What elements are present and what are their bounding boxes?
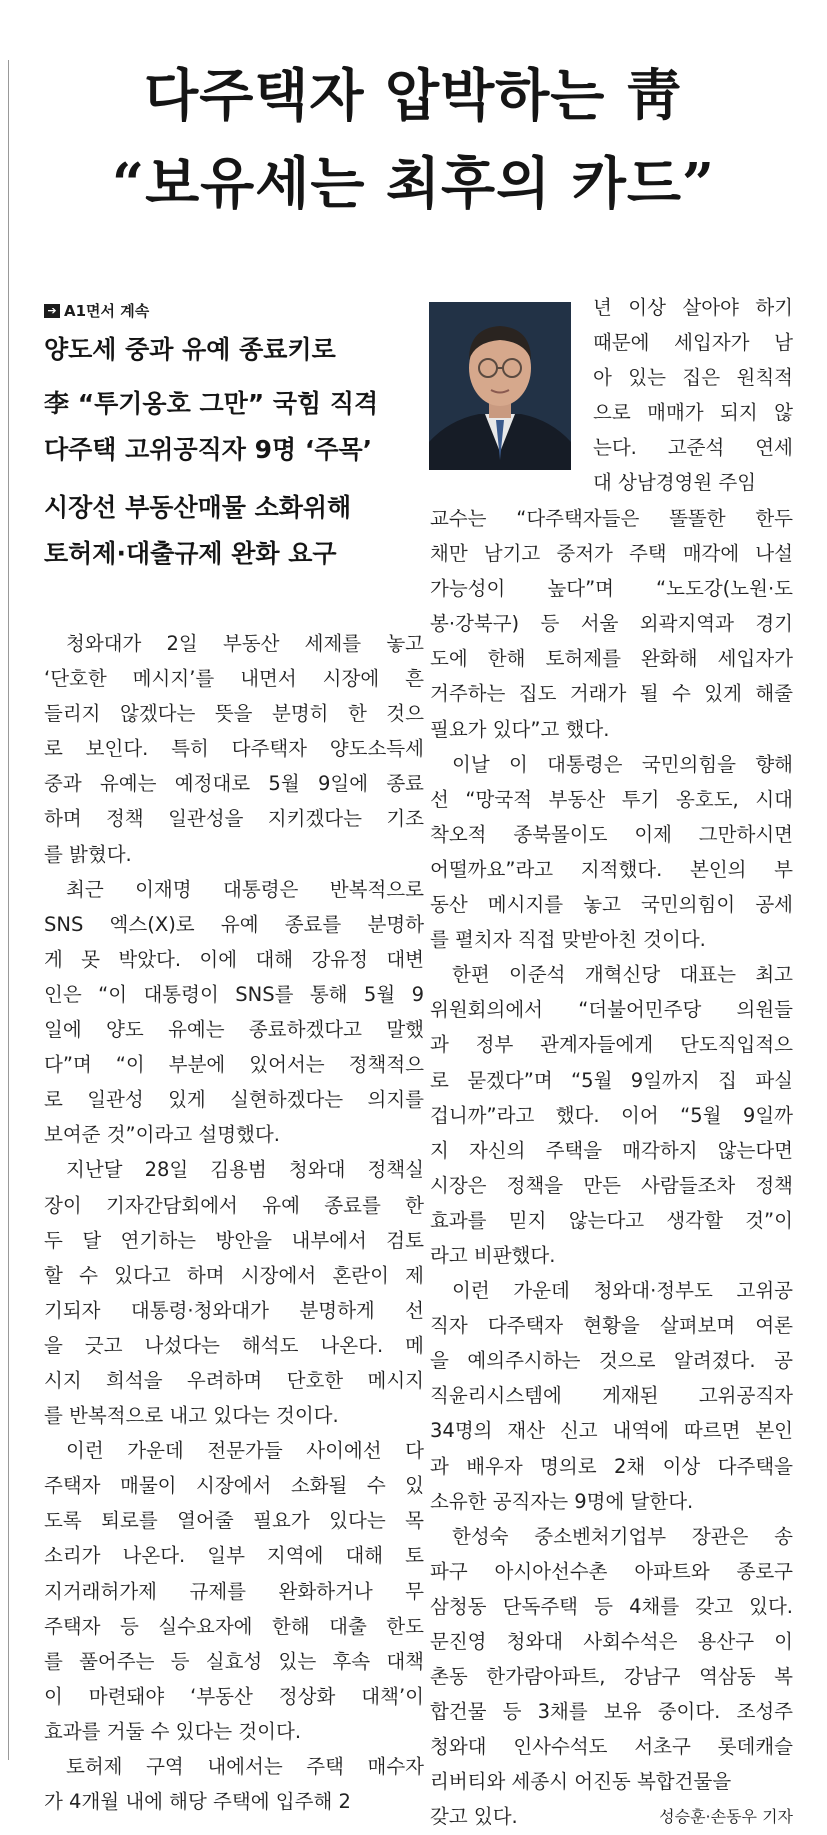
article-line-text: 위원회의에서 “더불어민주당 의원들 [430, 998, 793, 1022]
article-line-text: 이런 가운데 청와대·정부도 고위공 [452, 1279, 793, 1303]
article-line-text: 한성숙 중소벤처기업부 장관은 송 [452, 1524, 793, 1548]
article-line [44, 801, 424, 836]
article-line [44, 661, 424, 696]
article-line [44, 1047, 424, 1082]
article-line [430, 641, 793, 676]
subhead-3: 다주택 고위공직자 9명 ‘주목’ [44, 435, 373, 464]
subhead-2: 李 “투기옹호 그만” 국힘 직격 [44, 389, 379, 418]
article-line [44, 1082, 424, 1117]
subhead-5: 토허제·대출규제 완화 요구 [44, 539, 337, 568]
article-line-text: 파구 아시아선수촌 아파트와 종로구 [430, 1559, 793, 1583]
article-line-text: 직자 다주택자 현황을 살펴보며 여론 [430, 1314, 793, 1338]
article-line [430, 1098, 793, 1133]
article-left-column [44, 626, 424, 1819]
article-line [44, 1188, 424, 1223]
article-line-text: 갖고 있다. [430, 1805, 518, 1829]
article-line-text: 채만 남기고 중저가 주택 매각에 나설 [430, 542, 793, 566]
article-line [44, 1433, 424, 1468]
article-line [430, 712, 793, 747]
article-line-text: 기되자 대통령·청와대가 분명하게 선 [44, 1298, 424, 1322]
article-line-text: 지난달 28일 김용범 청와대 정책실 [66, 1158, 424, 1182]
article-line [430, 1063, 793, 1098]
article-line-text: 때문에 세입자가 남 [593, 331, 793, 355]
subhead-1: 양도세 중과 유예 종료키로 [44, 335, 336, 364]
article-line [430, 1343, 793, 1378]
article-line-text: 으로 매매가 되지 않 [593, 401, 793, 425]
article-line-text: 청와대가 2일 부동산 세제를 놓고 [66, 632, 424, 655]
article-line-text: 를 풀어주는 등 실효성 있는 후속 대책 [44, 1649, 424, 1673]
article-line [44, 977, 424, 1012]
article-line [44, 1784, 424, 1819]
article-line-text: 청와대 인사수석도 서초구 롯데캐슬 [430, 1735, 793, 1759]
article-line [593, 325, 793, 360]
article-line-text: 을 긋고 나섰다는 해석도 나온다. 메 [44, 1333, 424, 1357]
subhead-4: 시장선 부동산매물 소화위해 [44, 493, 352, 522]
article-line [430, 606, 793, 641]
article-line [430, 852, 793, 887]
article-line-text: 착오적 종북몰이도 이제 그만하시면 [430, 822, 793, 846]
continued-label: A1면서 계속 [64, 302, 150, 320]
article-line-text: 주택자 매물이 시장에서 소화될 수 있 [44, 1474, 424, 1498]
article-line-text: ‘단호한 메시지’를 내면서 시장에 흔 [44, 667, 424, 691]
article-line [430, 992, 793, 1027]
article-line [430, 922, 793, 957]
article-line-text: 선 “망국적 부동산 투기 옹호도, 시대 [430, 787, 793, 811]
article-line-text: 겁니까”라고 했다. 이어 “5월 9일까 [430, 1103, 793, 1127]
article-line [430, 1659, 793, 1694]
article-line-text: 일에 양도 유예는 종료하겠다고 말했 [44, 1018, 424, 1042]
article-line [430, 676, 793, 711]
article-line [430, 1519, 793, 1554]
article-line-text: 로 묻겠다”며 “5월 9일까지 집 파실 [430, 1068, 793, 1092]
article-line [44, 907, 424, 942]
article-line [593, 395, 793, 430]
article-line [430, 571, 793, 606]
page-edge-rule [8, 60, 9, 1760]
article-line [44, 1363, 424, 1398]
article-line [44, 942, 424, 977]
article-line [44, 1749, 424, 1784]
article-line-text: 시장은 정책을 만든 사람들조차 정책 [430, 1173, 793, 1197]
article-line-text: 지 자신의 주택을 매각하지 않는다면 [430, 1138, 793, 1162]
article-line [44, 1644, 424, 1679]
article-final-line [430, 1799, 793, 1834]
article-line [44, 1538, 424, 1573]
continued-from-a1 [44, 300, 149, 321]
article-line-text: 를 반복적으로 내고 있다는 것이다. [44, 1404, 339, 1428]
article-line-text: 인은 “이 대통령이 SNS를 통해 5월 9 [44, 982, 424, 1006]
article-line-text: 도에 한해 토허제를 완화해 세입자가 [430, 647, 793, 671]
article-line [44, 837, 424, 872]
article-line [430, 1413, 793, 1448]
article-line-text: 대 상남경영원 주임 [593, 471, 757, 495]
article-line-text: 이런 가운데 전문가들 사이에선 다 [66, 1439, 424, 1463]
article-line [430, 1764, 793, 1799]
article-line-text: 과 배우자 명의로 2채 이상 다주택을 [430, 1454, 793, 1478]
article-line [593, 430, 793, 465]
article-line-text: 어떨까요”라고 지적했다. 본인의 부 [430, 857, 793, 881]
article-line [430, 1308, 793, 1343]
article-line-text: 효과를 믿지 않는다고 생각할 것”이 [430, 1208, 793, 1232]
article-line [430, 1589, 793, 1624]
article-line-text: 토허제 구역 내에서는 주택 매수자 [66, 1755, 424, 1778]
article-line-text: 리버티와 세종시 어진동 복합건물을 [430, 1770, 732, 1794]
article-line [430, 747, 793, 782]
article-line-text: 시지 희석을 우려하며 단호한 메시지 [44, 1368, 424, 1392]
article-line [430, 1449, 793, 1484]
article-line [430, 1484, 793, 1519]
article-right-column [430, 501, 793, 1835]
article-line-text: 이날 이 대통령은 국민의힘을 향해 [452, 752, 793, 776]
article-line-text: 는다. 고준석 연세 [593, 436, 793, 460]
article-line-text: 소리가 나온다. 일부 지역에 대해 토 [44, 1544, 424, 1568]
article-line-text: 로 보인다. 특히 다주택자 양도소득세 [44, 737, 424, 761]
article-line [430, 1694, 793, 1729]
article-line-text: 봉·강북구) 등 서울 외곽지역과 경기 [430, 612, 793, 636]
article-line [44, 1503, 424, 1538]
article-line [44, 1609, 424, 1644]
article-line [44, 1293, 424, 1328]
article-line [593, 290, 793, 325]
article-line-text: 아 있는 집은 원칙적 [593, 366, 793, 390]
article-line-text: 촌동 한가람아파트, 강남구 역삼동 복 [430, 1665, 793, 1689]
article-line [593, 360, 793, 395]
article-line [430, 1273, 793, 1308]
headline-line-2: “보유세는 최후의 카드” [111, 151, 716, 217]
portrait-illustration [429, 302, 571, 470]
article-line [430, 1729, 793, 1764]
article-line-text: 거주하는 집도 거래가 될 수 있게 해줄 [430, 682, 793, 706]
article-line [430, 1378, 793, 1413]
article-line [44, 1117, 424, 1152]
article-line-text: 보여준 것”이라고 설명했다. [44, 1123, 280, 1147]
article-line [430, 1554, 793, 1589]
article-line [44, 1258, 424, 1293]
article-line-text: 라고 비판했다. [430, 1243, 556, 1267]
headline-line-1: 다주택자 압박하는 靑 [144, 63, 683, 129]
article-line-text: 효과를 거둘 수 있다는 것이다. [44, 1719, 302, 1743]
article-line-text: 하며 정책 일관성을 지키겠다는 기조 [44, 807, 424, 831]
arrow-right-icon: ➔ [44, 304, 60, 318]
article-line [44, 1328, 424, 1363]
article-line-text: 중과 유예는 예정대로 5월 9일에 종료 [44, 772, 424, 796]
article-line [44, 1012, 424, 1047]
article-line-text: SNS 엑스(X)로 유예 종료를 분명하 [44, 912, 424, 936]
article-line [44, 1468, 424, 1503]
article-line [430, 536, 793, 571]
article-line-text: 장이 기자간담회에서 유예 종료를 한 [44, 1193, 424, 1217]
article-line-text: 동산 메시지를 놓고 국민의힘이 공세 [430, 893, 793, 917]
article-line-text: 주택자 등 실수요자에 한해 대출 한도 [44, 1614, 424, 1638]
article-line [430, 817, 793, 852]
article-line-text: 로 일관성 있게 실현하겠다는 의지를 [44, 1088, 424, 1112]
article-line-text: 지거래허가제 규제를 완화하거나 무 [44, 1579, 424, 1603]
article-line [593, 465, 793, 500]
article-line-text: 소유한 공직자는 9명에 달한다. [430, 1489, 694, 1513]
article-line-text: 이 마련돼야 ‘부동산 정상화 대책’이 [44, 1684, 424, 1708]
article-line [430, 1624, 793, 1659]
article-line-text: 합건물 등 3채를 보유 중이다. 조성주 [430, 1700, 793, 1724]
article-line [44, 1574, 424, 1609]
article-line [430, 1168, 793, 1203]
article-line-text: 가 4개월 내에 해당 주택에 입주해 2 [44, 1790, 351, 1814]
article-line-text: 다”며 “이 부분에 있어서는 정책적으 [44, 1053, 424, 1077]
article-line [44, 1679, 424, 1714]
article-line-text: 34명의 재산 신고 내역에 따르면 본인 [430, 1419, 793, 1443]
article-line-text: 할 수 있다고 하며 시장에서 혼란이 제 [44, 1263, 424, 1287]
article-line-text: 문진영 청와대 사회수석은 용산구 이 [430, 1630, 793, 1653]
article-line-text: 교수는 “다주택자들은 똘똘한 한두 [430, 507, 793, 530]
article-line [430, 782, 793, 817]
article-line [430, 887, 793, 922]
article-line [44, 1714, 424, 1749]
article-line-text: 두 달 연기하는 방안을 내부에서 검토 [44, 1228, 424, 1252]
article-line-text: 도록 퇴로를 열어줄 필요가 있다는 목 [44, 1509, 424, 1533]
article-line-text: 최근 이재명 대통령은 반복적으로 [66, 877, 424, 901]
article-line [430, 957, 793, 992]
article-line [430, 501, 793, 536]
article-line-text: 가능성이 높다”며 “노도강(노원·도 [430, 577, 793, 601]
article-line [44, 872, 424, 907]
article-right-column-top [593, 290, 793, 501]
article-line [44, 696, 424, 731]
article-line [430, 1203, 793, 1238]
article-line [44, 626, 424, 661]
article-line [44, 1152, 424, 1187]
portrait-photo [429, 302, 571, 470]
article-line-text: 년 이상 살아야 하기 [593, 296, 793, 319]
article-line-text: 들리지 않겠다는 뜻을 분명히 한 것으 [44, 702, 424, 726]
article-line-text: 한편 이준석 개혁신당 대표는 최고 [452, 963, 793, 987]
article-line [44, 1398, 424, 1433]
article-line-text: 을 예의주시하는 것으로 알려졌다. 공 [430, 1349, 793, 1373]
article-line-text: 삼청동 단독주택 등 4채를 갖고 있다. [430, 1594, 793, 1618]
article-line [44, 731, 424, 766]
article-line-text: 를 펼치자 직접 맞받아친 것이다. [430, 928, 706, 952]
byline: 성승훈·손동우 기자 [659, 1807, 793, 1827]
article-line-text: 직윤리시스템에 게재된 고위공직자 [430, 1384, 793, 1408]
article-line [44, 1223, 424, 1258]
article-line-text: 를 밝혔다. [44, 842, 132, 866]
article-line [430, 1238, 793, 1273]
article-line [430, 1027, 793, 1062]
article-line-text: 필요가 있다”고 했다. [430, 717, 610, 741]
article-line-text: 게 못 박았다. 이에 대해 강유정 대변 [44, 947, 424, 971]
article-line-text: 과 정부 관계자들에게 단도직입적으 [430, 1033, 793, 1057]
article-line [44, 766, 424, 801]
article-line [430, 1133, 793, 1168]
